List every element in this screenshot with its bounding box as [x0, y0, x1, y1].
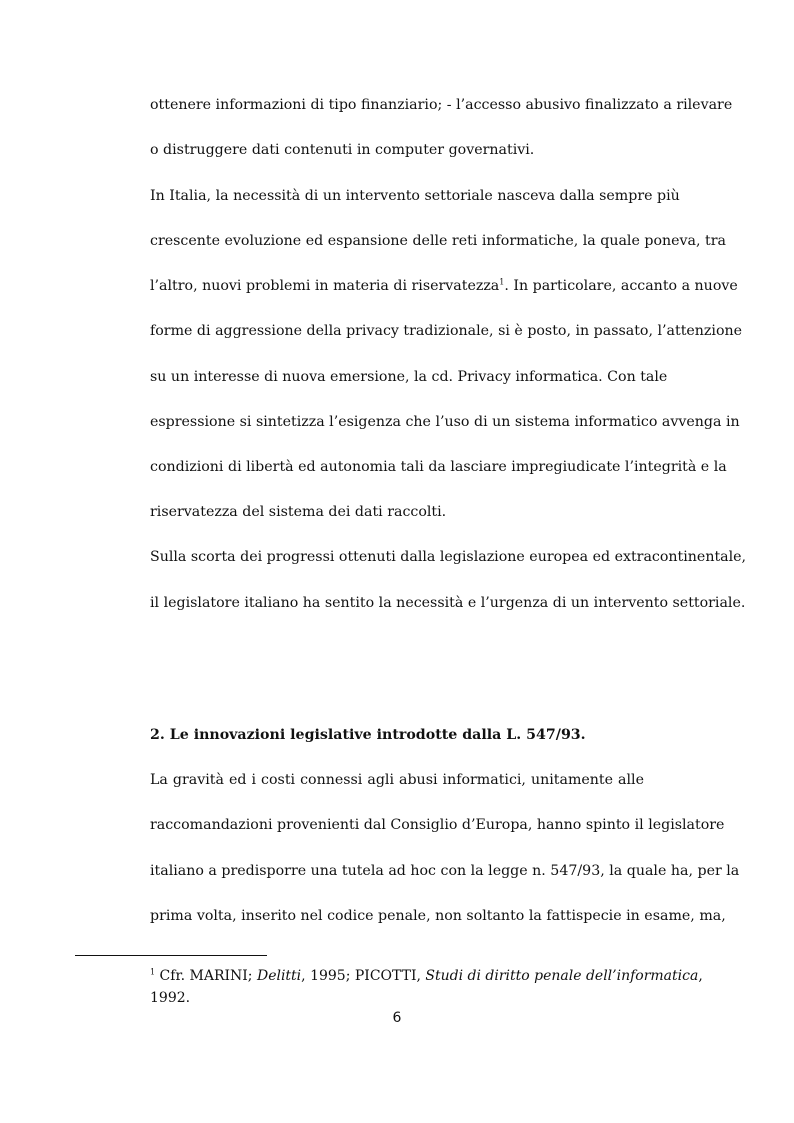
footnote-line: 1992.	[150, 990, 191, 1006]
footnote-number: 1	[150, 967, 156, 977]
footnote-text: , 1995; PICOTTI,	[301, 968, 426, 984]
footnote-text: Cfr. MARINI;	[155, 968, 257, 984]
body-text: l’altro, nuovi problemi in materia di riservatezza	[150, 278, 500, 294]
body-line: La gravità ed i costi connessi agli abusi informatici, unitamente alle	[150, 772, 644, 788]
footnote-citation-title: Studi di diritto penale dell’informatica	[425, 968, 699, 984]
body-line: crescente evoluzione ed espansione delle reti informatiche, la quale poneva, tra	[150, 233, 726, 249]
body-line: espressione si sintetizza l’esigenza che l’uso di un sistema informatico avvenga in	[150, 414, 740, 430]
body-line: condizioni di libertà ed autonomia tali da lasciare impregiudicate l’integrità e la	[150, 459, 727, 475]
section-heading: 2. Le innovazioni legislative introdotte dalla L. 547/93.	[150, 727, 586, 743]
body-line: ottenere informazioni di tipo finanziario; - l’accesso abusivo finalizzato a rilevare	[150, 97, 733, 113]
body-line: il legislatore italiano ha sentito la necessità e l’urgenza di un intervento settoriale.	[150, 595, 746, 611]
footnote-text: ,	[698, 968, 703, 984]
body-text: . In particolare, accanto a nuove	[504, 278, 738, 294]
footnote	[150, 967, 703, 985]
body-line: Sulla scorta dei progressi ottenuti dalla legislazione europea ed extracontinentale,	[150, 549, 747, 565]
body-line: italiano a predisporre una tutela ad hoc con la legge n. 547/93, la quale ha, per la	[150, 863, 740, 879]
body-line: prima volta, inserito nel codice penale, non soltanto la fattispecie in esame, ma,	[150, 908, 726, 924]
footnote-reference[interactable]: 1	[499, 277, 505, 287]
body-line: forme di aggressione della privacy tradizionale, si è posto, in passato, l’attenzione	[150, 323, 743, 339]
body-line: o distruggere dati contenuti in computer governativi.	[150, 142, 535, 158]
body-line: riservatezza del sistema dei dati raccolti.	[150, 504, 447, 520]
footnote-separator	[75, 955, 267, 956]
body-line: raccomandazioni provenienti dal Consiglio d’Europa, hanno spinto il legislatore	[150, 817, 725, 833]
body-line: In Italia, la necessità di un intervento settoriale nasceva dalla sempre più	[150, 188, 680, 204]
body-line: su un interesse di nuova emersione, la cd. Privacy informatica. Con tale	[150, 369, 668, 385]
page-number: 6	[392, 1010, 402, 1026]
footnote-citation-title: Delitti	[256, 968, 302, 984]
body-line	[150, 277, 738, 295]
